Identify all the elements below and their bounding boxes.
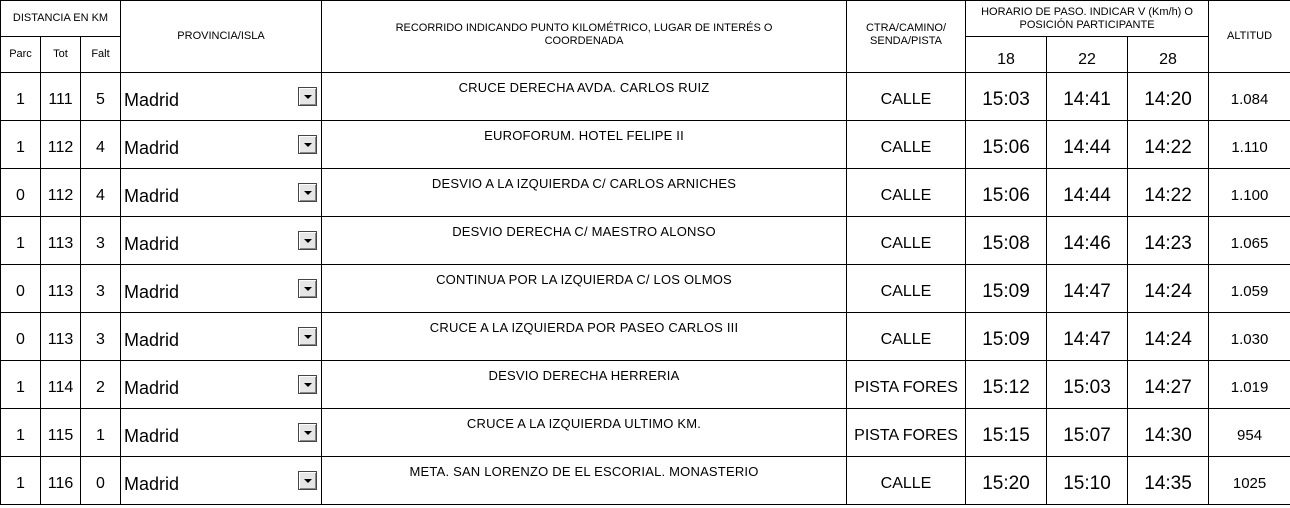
time-28-cell: 14:27 [1128,361,1209,409]
speed-18-header: 18 [966,37,1047,73]
falt-cell: 0 [81,457,121,505]
provincia-value: Madrid [124,90,180,110]
recorrido-cell: META. SAN LORENZO DE EL ESCORIAL. MONASTERIO [322,457,847,505]
altitud-cell: 1.084 [1209,73,1290,121]
provincia-dropdown-button[interactable] [298,375,317,394]
parc-cell: 1 [1,217,41,265]
falt-cell: 5 [81,73,121,121]
provincia-header: PROVINCIA/ISLA [121,1,322,73]
parc-cell: 0 [1,169,41,217]
provincia-dropdown-button[interactable] [298,327,317,346]
provincia-value: Madrid [124,378,180,398]
falt-cell: 3 [81,217,121,265]
time-22-cell: 15:07 [1047,409,1128,457]
parc-cell: 1 [1,457,41,505]
provincia-cell [121,169,322,217]
provincia-dropdown-button[interactable] [298,279,317,298]
distancia-header: DISTANCIA EN KM [1,1,121,37]
speed-22-header: 22 [1047,37,1128,73]
provincia-value: Madrid [124,186,180,206]
time-28-cell: 14:22 [1128,121,1209,169]
provincia-dropdown-button[interactable] [298,471,317,490]
time-28-cell: 14:24 [1128,313,1209,361]
horario-header: HORARIO DE PASO. INDICAR V (Km/h) O POSICIÓN PARTICIPANTE [966,1,1209,37]
provincia-dropdown-button[interactable] [298,423,317,442]
falt-cell: 3 [81,313,121,361]
provincia-value: Madrid [124,426,180,446]
tot-cell: 113 [41,313,81,361]
falt-header: Falt [81,37,121,73]
provincia-cell [121,73,322,121]
time-18-cell: 15:06 [966,121,1047,169]
provincia-value: Madrid [124,474,180,494]
ctra-header: CTRA/CAMINO/ SENDA/PISTA [847,1,966,73]
provincia-dropdown-button[interactable] [298,87,317,106]
recorrido-cell: DESVIO DERECHA C/ MAESTRO ALONSO [322,217,847,265]
time-22-cell: 14:46 [1047,217,1128,265]
falt-cell: 4 [81,169,121,217]
time-22-cell: 14:44 [1047,121,1128,169]
table-row [1,313,1290,361]
altitud-cell: 1.065 [1209,217,1290,265]
altitud-cell: 1025 [1209,457,1290,505]
tot-cell: 113 [41,265,81,313]
provincia-value: Madrid [124,330,180,350]
tot-cell: 116 [41,457,81,505]
time-28-cell: 14:22 [1128,169,1209,217]
time-22-cell: 14:44 [1047,169,1128,217]
time-22-cell: 15:03 [1047,361,1128,409]
altitud-cell: 1.059 [1209,265,1290,313]
ctra-cell: CALLE [847,457,966,505]
parc-cell: 0 [1,313,41,361]
tot-cell: 114 [41,361,81,409]
altitud-cell: 1.110 [1209,121,1290,169]
ctra-cell: CALLE [847,169,966,217]
recorrido-header: RECORRIDO INDICANDO PUNTO KILOMÉTRICO, LUGAR DE INTERÉS O COORDENADA [322,1,847,73]
tot-header: Tot [41,37,81,73]
parc-header: Parc [1,37,41,73]
time-22-cell: 14:47 [1047,313,1128,361]
recorrido-cell: DESVIO A LA IZQUIERDA C/ CARLOS ARNICHES [322,169,847,217]
provincia-cell [121,265,322,313]
time-28-cell: 14:35 [1128,457,1209,505]
ctra-cell: CALLE [847,265,966,313]
parc-cell: 1 [1,409,41,457]
time-28-cell: 14:20 [1128,73,1209,121]
recorrido-cell: CRUCE A LA IZQUIERDA ULTIMO KM. [322,409,847,457]
provincia-value: Madrid [124,234,180,254]
table-row [1,361,1290,409]
table-row [1,121,1290,169]
time-22-cell: 15:10 [1047,457,1128,505]
speed-28-header: 28 [1128,37,1209,73]
altitud-cell: 1.100 [1209,169,1290,217]
provincia-cell [121,457,322,505]
provincia-cell [121,313,322,361]
table-row [1,409,1290,457]
ctra-cell: CALLE [847,121,966,169]
altitud-cell: 1.019 [1209,361,1290,409]
tot-cell: 111 [41,73,81,121]
table-row [1,217,1290,265]
provincia-dropdown-button[interactable] [298,231,317,250]
ctra-cell: PISTA FORES [847,361,966,409]
table-row [1,457,1290,505]
table-row [1,169,1290,217]
time-18-cell: 15:20 [966,457,1047,505]
table-row [1,73,1290,121]
ctra-cell: CALLE [847,313,966,361]
tot-cell: 112 [41,169,81,217]
time-28-cell: 14:30 [1128,409,1209,457]
ctra-cell: CALLE [847,73,966,121]
falt-cell: 1 [81,409,121,457]
ctra-cell: PISTA FORES [847,409,966,457]
time-18-cell: 15:08 [966,217,1047,265]
time-18-cell: 15:15 [966,409,1047,457]
provincia-value: Madrid [124,138,180,158]
tot-cell: 113 [41,217,81,265]
tot-cell: 112 [41,121,81,169]
time-28-cell: 14:24 [1128,265,1209,313]
falt-cell: 2 [81,361,121,409]
provincia-cell [121,121,322,169]
parc-cell: 0 [1,265,41,313]
time-18-cell: 15:09 [966,265,1047,313]
recorrido-cell: EUROFORUM. HOTEL FELIPE II [322,121,847,169]
provincia-dropdown-button[interactable] [298,183,317,202]
time-22-cell: 14:47 [1047,265,1128,313]
recorrido-cell: CRUCE DERECHA AVDA. CARLOS RUIZ [322,73,847,121]
parc-cell: 1 [1,121,41,169]
altitud-cell: 954 [1209,409,1290,457]
time-22-cell: 14:41 [1047,73,1128,121]
recorrido-cell: CRUCE A LA IZQUIERDA POR PASEO CARLOS III [322,313,847,361]
time-28-cell: 14:23 [1128,217,1209,265]
time-18-cell: 15:12 [966,361,1047,409]
time-18-cell: 15:03 [966,73,1047,121]
recorrido-cell: CONTINUA POR LA IZQUIERDA C/ LOS OLMOS [322,265,847,313]
recorrido-cell: DESVIO DERECHA HERRERIA [322,361,847,409]
provincia-cell [121,361,322,409]
provincia-cell [121,217,322,265]
provincia-cell [121,409,322,457]
altitud-cell: 1.030 [1209,313,1290,361]
provincia-dropdown-button[interactable] [298,135,317,154]
provincia-value: Madrid [124,282,180,302]
tot-cell: 115 [41,409,81,457]
altitud-header: ALTITUD [1209,1,1290,73]
time-18-cell: 15:09 [966,313,1047,361]
table-row [1,265,1290,313]
falt-cell: 3 [81,265,121,313]
parc-cell: 1 [1,361,41,409]
parc-cell: 1 [1,73,41,121]
falt-cell: 4 [81,121,121,169]
ctra-cell: CALLE [847,217,966,265]
time-18-cell: 15:06 [966,169,1047,217]
